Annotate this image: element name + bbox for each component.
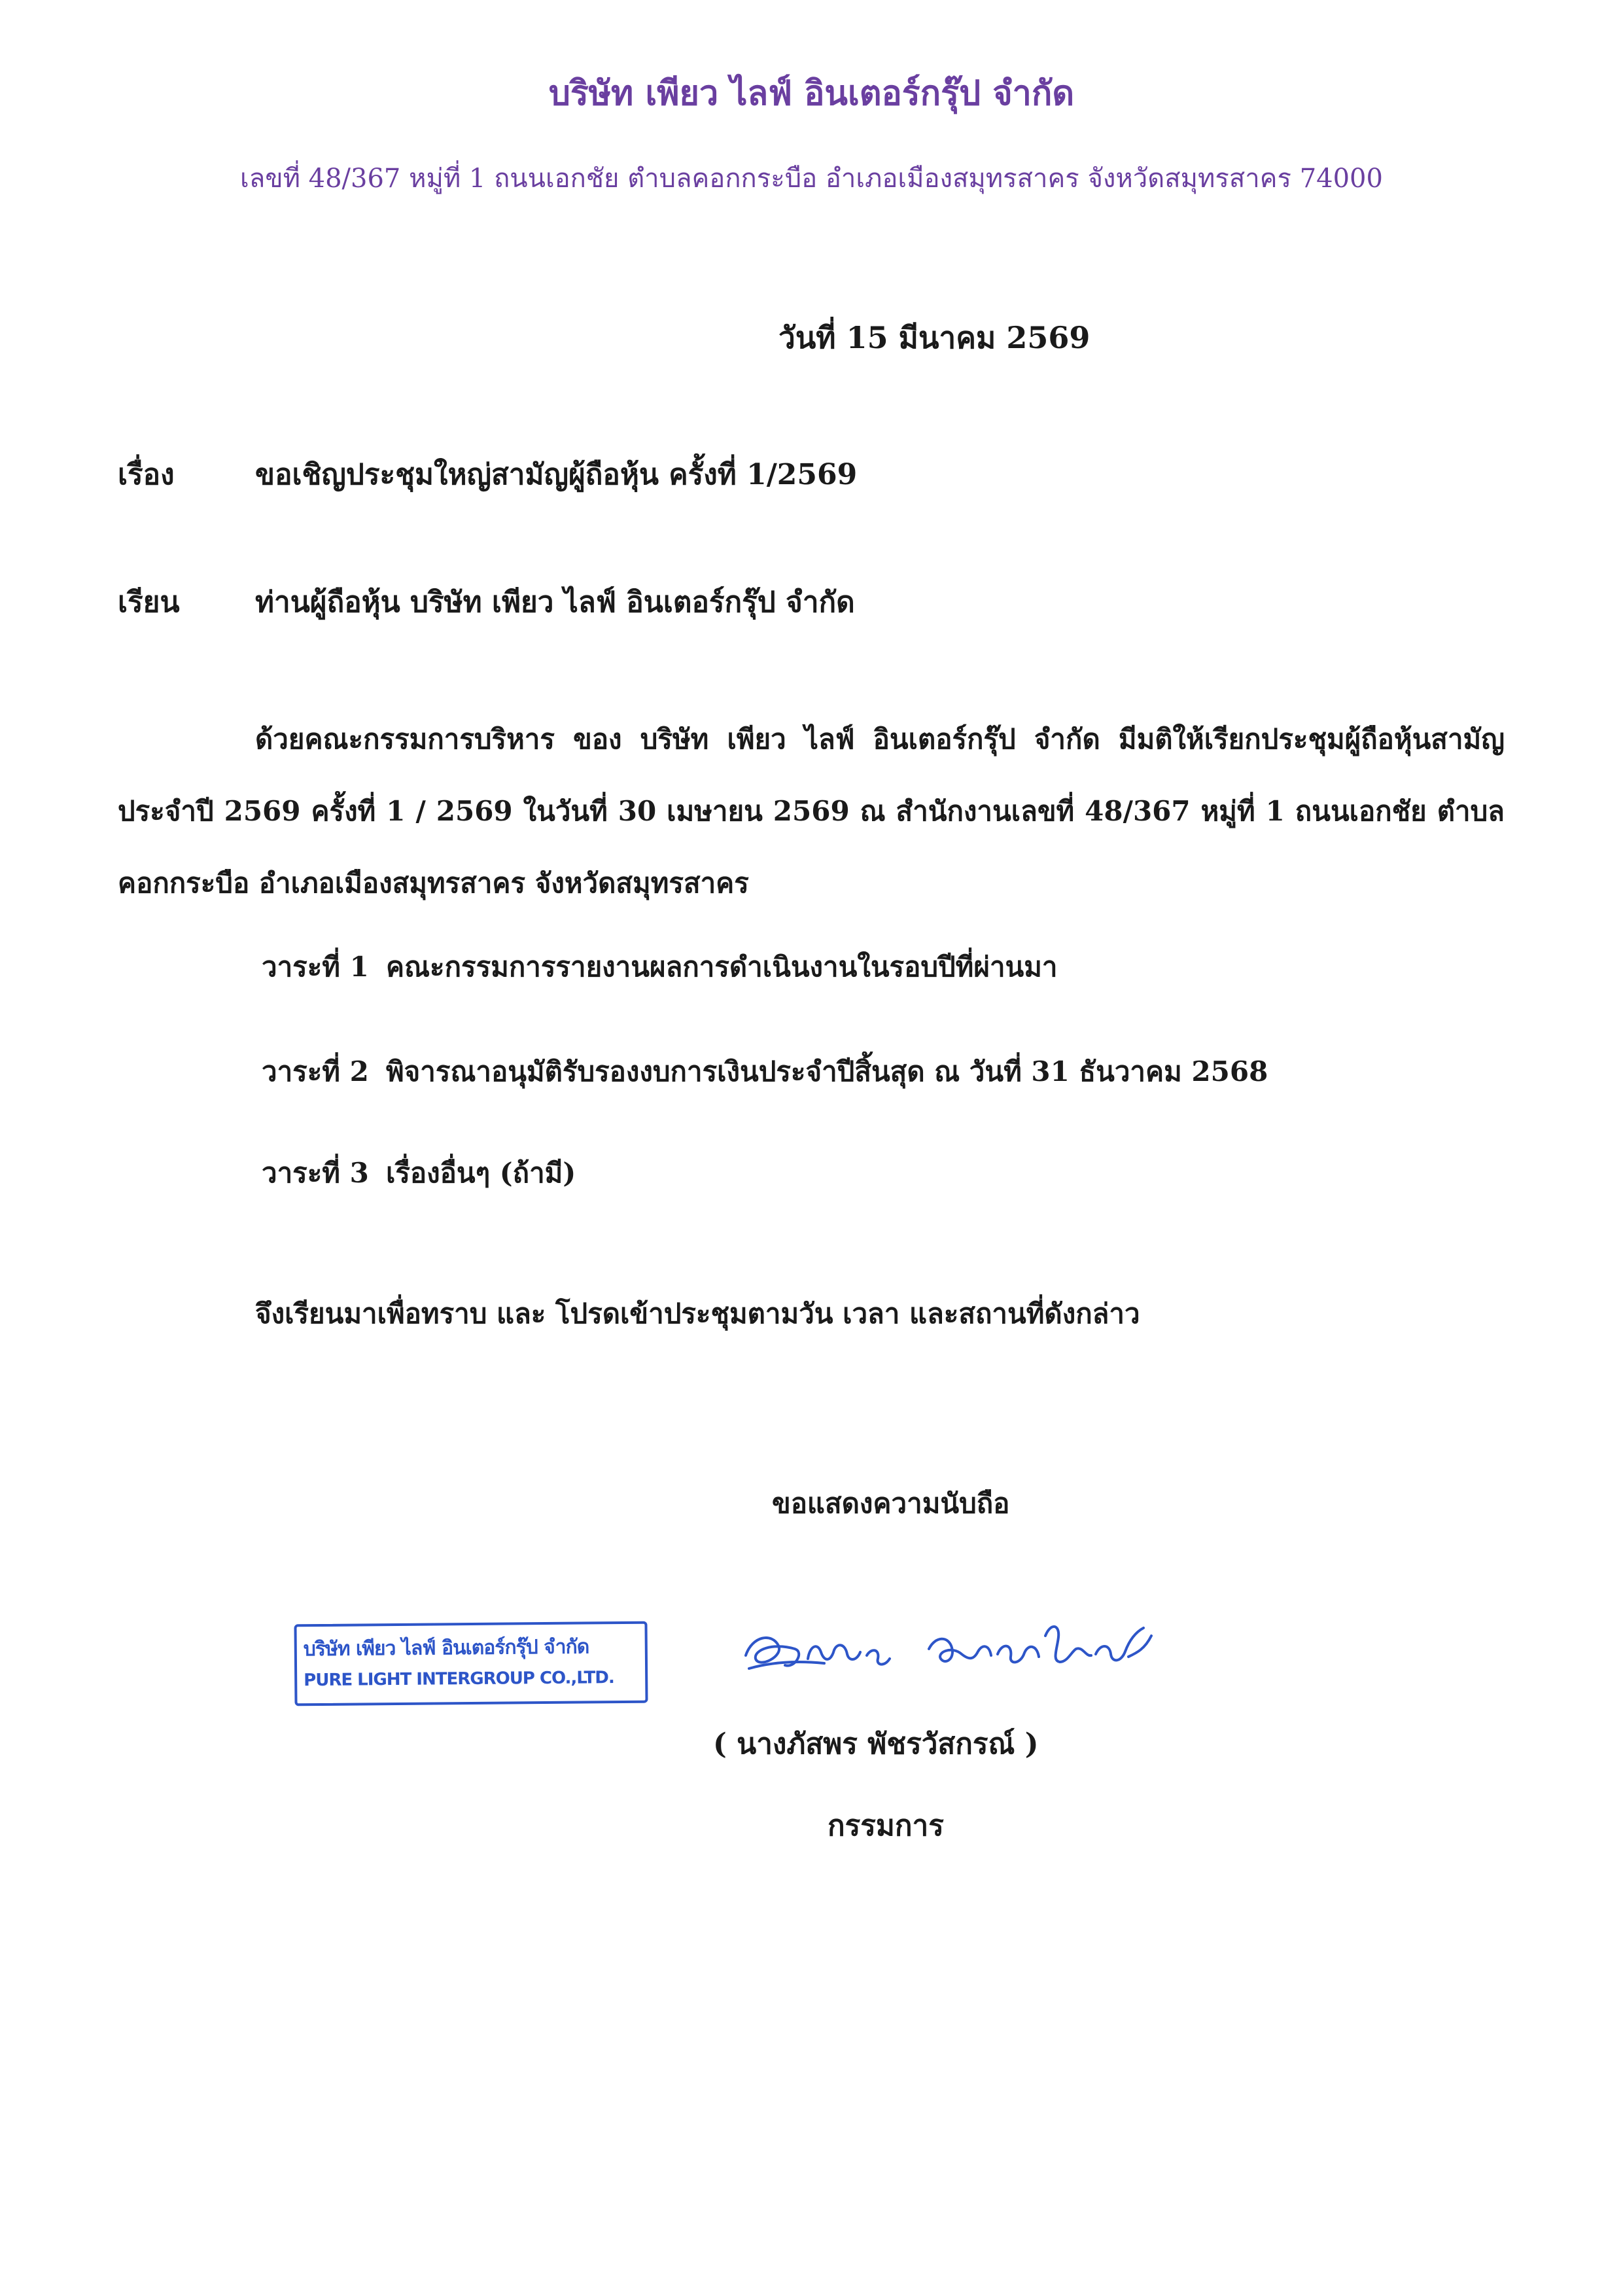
agenda-text: พิจารณาอนุมัติรับรองงบการเงินประจำปีสิ้นสุด ณ วันที่ 31 ธันวาคม 2568 — [386, 1055, 1268, 1087]
company-stamp — [294, 1621, 648, 1706]
agenda-number: วาระที่ 2 — [262, 1055, 369, 1087]
agenda-text: คณะกรรมการรายงานผลการดำเนินงานในรอบปีที่ผ่านมา — [386, 951, 1058, 983]
agenda-item — [262, 1050, 1268, 1093]
body-paragraph: ด้วยคณะกรรมการบริหาร ของ บริษัท เพียว ไลฟ์ อินเตอร์กรุ๊ป จำกัด มีมติให้เรียกประชุมผู้ถือหุ้นสามัญประจำปี 2569 ครั้งที่ 1 / 2569 ในวันที่ 30 เมษายน 2569 ณ สำนักงานเลขที่ 48/367 หมู่ที่ 1 ถนนเอกชัย ตำบลคอกกระบือ อำเภอเมืองสมุทรสาคร จังหวัดสมุทรสาคร — [118, 723, 1505, 899]
regards-line: ขอแสดงความนับถือ — [772, 1487, 1010, 1519]
handwritten-signature — [733, 1597, 1178, 1701]
company-name: บริษัท เพียว ไลฟ์ อินเตอร์กรุ๊ป จำกัด — [548, 73, 1075, 113]
stamp-thai-name: บริษัท เพียว ไลฟ์ อินเตอร์กรุ๊ป จำกัด — [303, 1635, 589, 1661]
closing-line: จึงเรียนมาเพื่อทราบ และ โปรดเข้าประชุมตามวัน เวลา และสถานที่ดังกล่าว — [255, 1298, 1140, 1330]
letter-date: วันที่ 15 มีนาคม 2569 — [778, 320, 1091, 355]
signatory-title: กรรมการ — [828, 1809, 944, 1843]
agenda-number: วาระที่ 1 — [262, 951, 369, 983]
agenda-item — [262, 1152, 576, 1195]
subject-text: ขอเชิญประชุมใหญ่สามัญผู้ถือหุ้น ครั้งที่ 1/2569 — [255, 458, 858, 491]
agenda-number: วาระที่ 3 — [262, 1157, 369, 1189]
agenda-text: เรื่องอื่นๆ (ถ้ามี) — [386, 1157, 576, 1189]
recipient-label: เรียน — [118, 586, 180, 619]
recipient-text: ท่านผู้ถือหุ้น บริษัท เพียว ไลฟ์ อินเตอร์กรุ๊ป จำกัด — [255, 586, 855, 619]
company-address: เลขที่ 48/367 หมู่ที่ 1 ถนนเอกชัย ตำบลคอกกระบือ อำเภอเมืองสมุทรสาคร จังหวัดสมุทรสาคร 74000 — [240, 164, 1383, 194]
agenda-item — [262, 945, 1058, 989]
stamp-english-name: PURE LIGHT INTERGROUP CO.,LTD. — [304, 1668, 614, 1691]
signatory-name: ( นางภัสพร พัชรวัสกรณ์ ) — [713, 1727, 1039, 1761]
subject-label: เรื่อง — [118, 458, 175, 491]
